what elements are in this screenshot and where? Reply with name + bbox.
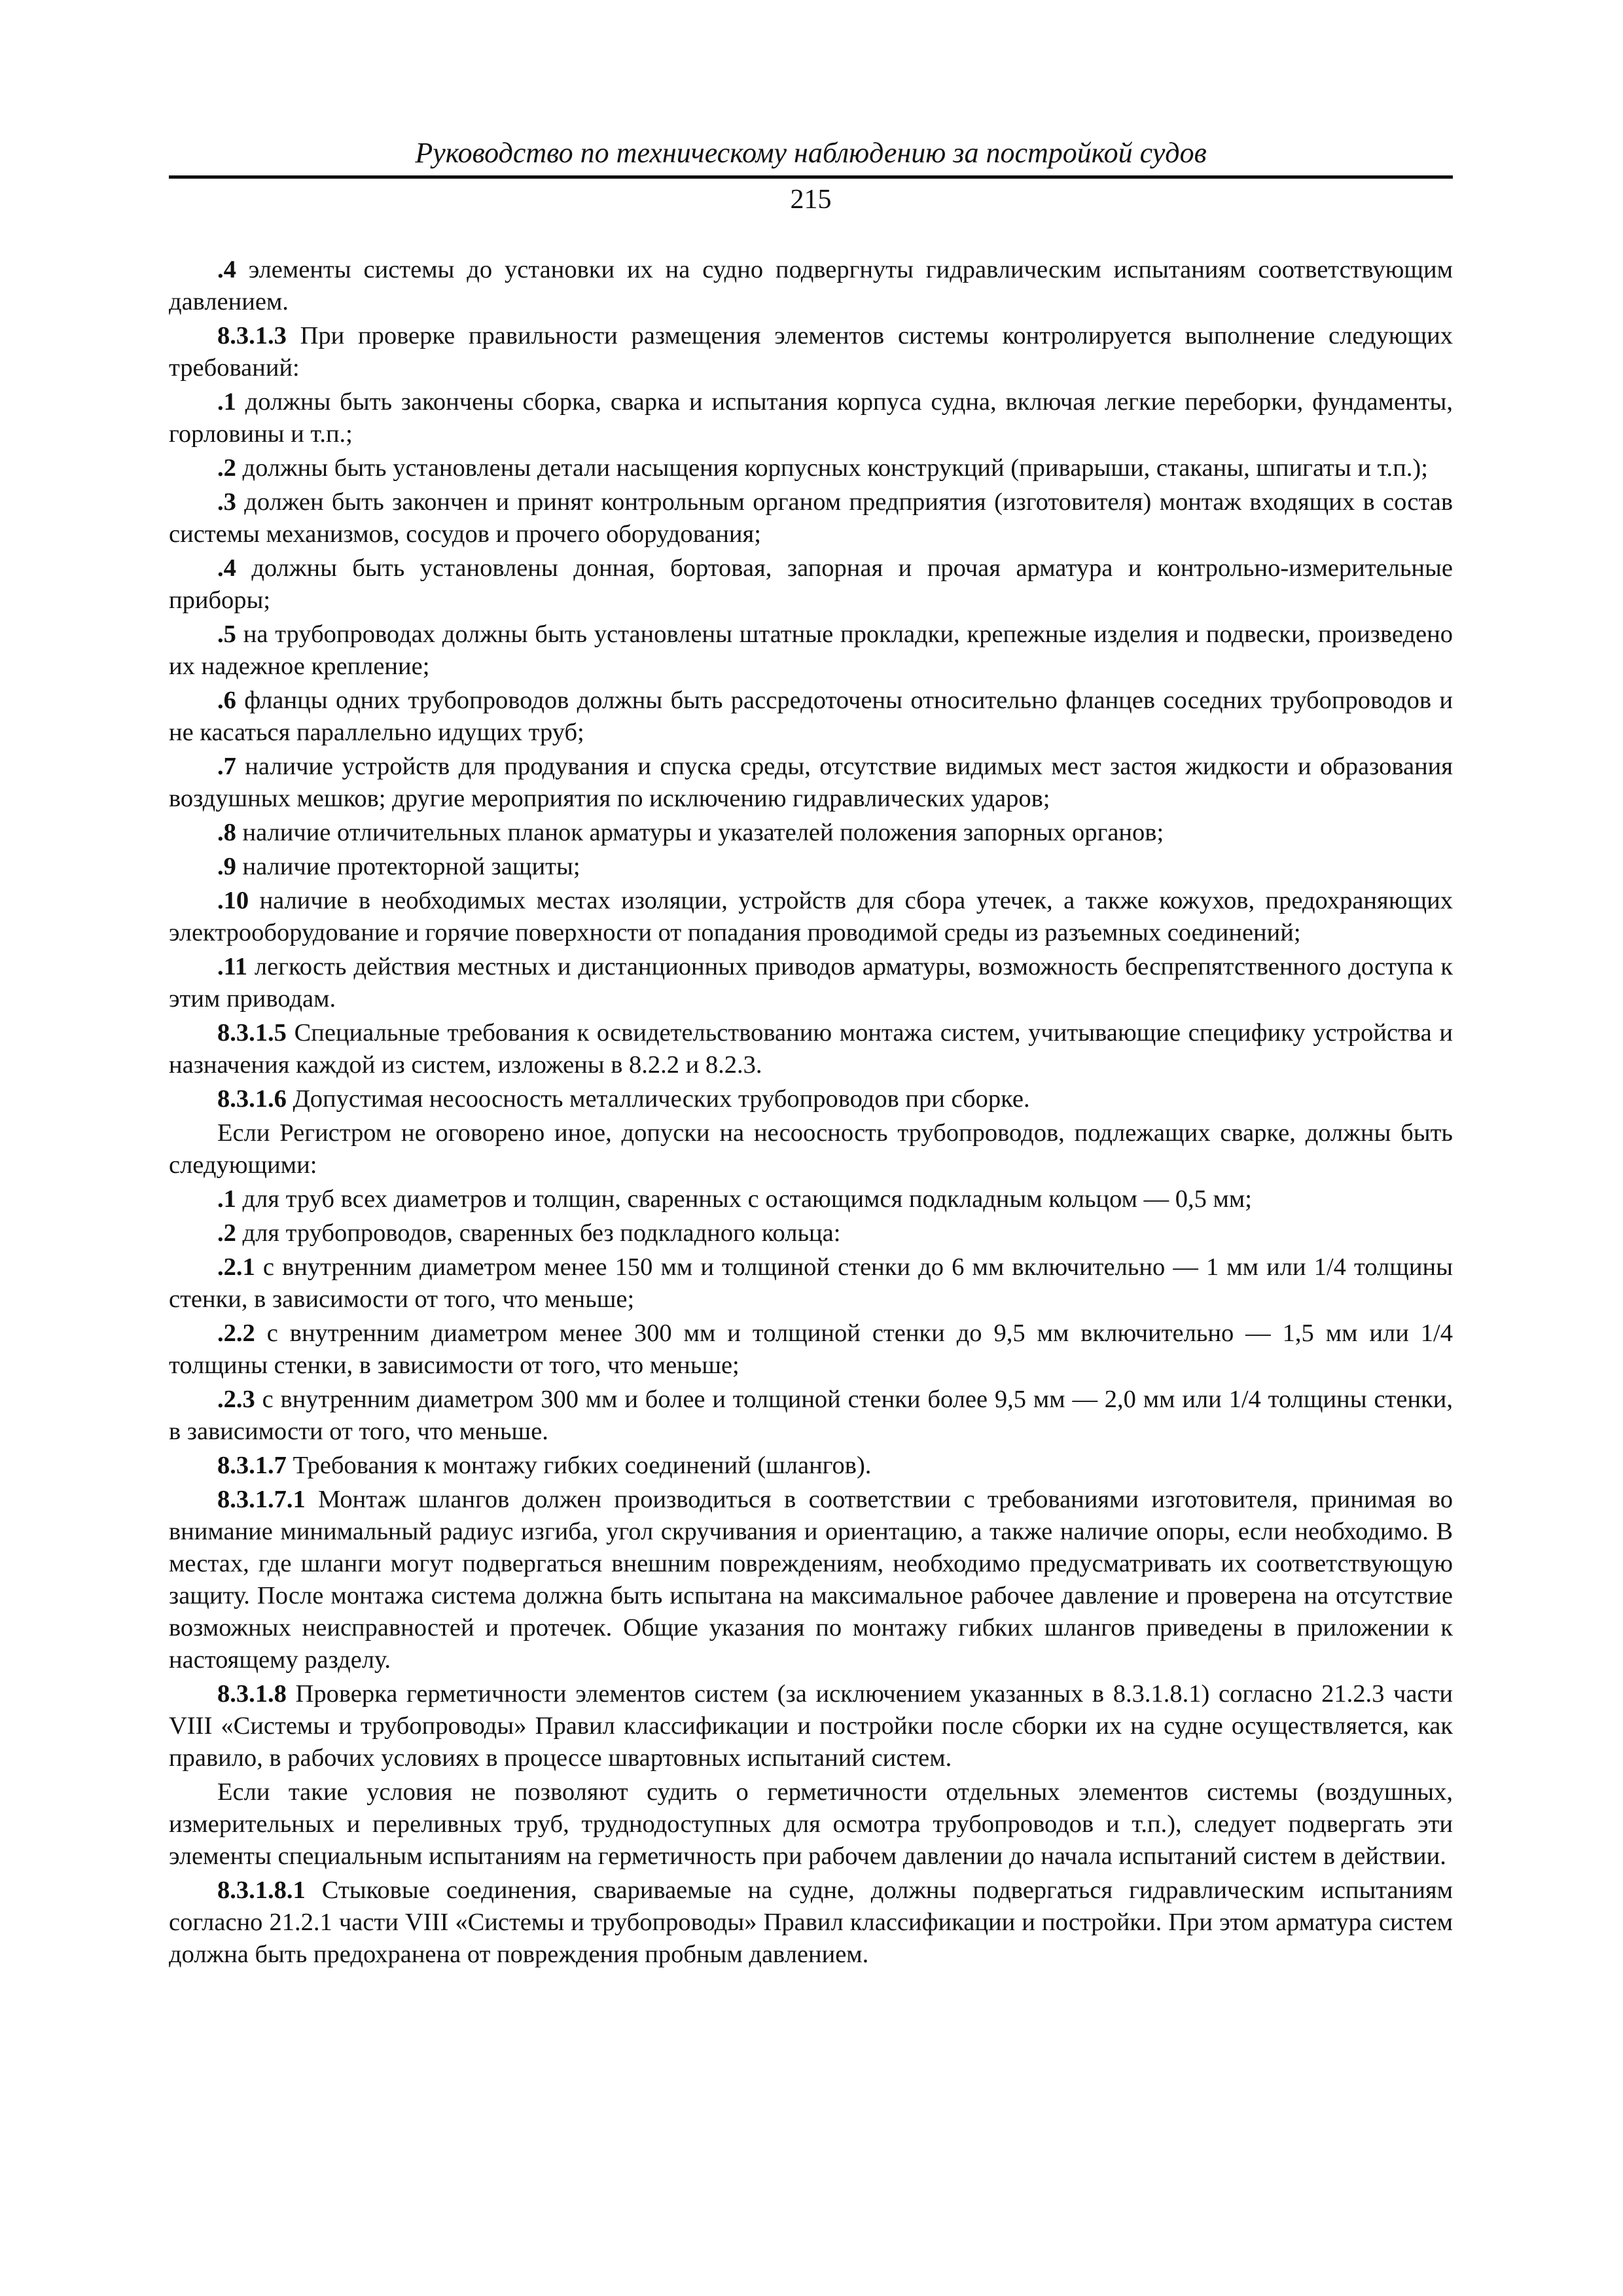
paragraph	[169, 254, 1453, 318]
item-number: .9	[217, 853, 236, 880]
paragraph-text: должны быть установлены детали насыщения корпусных конструкций (приварыши, стаканы, шпигаты и т.п.);	[236, 454, 1428, 482]
item-number: .3	[217, 488, 236, 516]
paragraph	[169, 1217, 1453, 1249]
paragraph	[169, 817, 1453, 849]
paragraph-text: Стыковые соединения, свариваемые на судне, должны подвергаться гидравлическим испытаниям согласно 21.2.1 части VIII «Системы и трубопроводы» Правил классификации и постройки. При этом арматура систем должна быть предохранена от повреждения пробным давлением.	[169, 1876, 1453, 1968]
paragraph-text: должен быть закончен и принят контрольным органом предприятия (изготовителя) монтаж входящих в состав системы механизмов, сосудов и прочего оборудования;	[169, 488, 1453, 548]
paragraph-text: фланцы одних трубопроводов должны быть рассредоточены относительно фланцев соседних трубопроводов и не касаться параллельно идущих труб;	[169, 687, 1453, 746]
paragraph	[169, 320, 1453, 384]
paragraph	[169, 1318, 1453, 1382]
item-number: .1	[217, 388, 236, 416]
paragraph-text: на трубопроводах должны быть установлены штатные прокладки, крепежные изделия и подвески, произведено их надежное крепление;	[169, 620, 1453, 680]
paragraph-text: для трубопроводов, сваренных без подкладного кольца:	[236, 1219, 841, 1247]
paragraph	[169, 1251, 1453, 1316]
paragraph	[169, 885, 1453, 949]
paragraph-text: Допустимая несоосность металлических трубопроводов при сборке.	[286, 1085, 1030, 1113]
paragraph	[169, 685, 1453, 749]
paragraph-text: должны быть установлены донная, бортовая, запорная и прочая арматура и контрольно-измерительные приборы;	[169, 554, 1453, 614]
item-number: .4	[217, 554, 236, 582]
running-header: Руководство по техническому наблюдению за постройкой судов	[415, 137, 1207, 169]
item-number: .5	[217, 620, 236, 648]
paragraph	[169, 619, 1453, 683]
page-number: 215	[790, 185, 832, 215]
paragraph	[169, 1017, 1453, 1081]
clause-number: 8.3.1.8.1	[217, 1876, 306, 1904]
paragraph-text: Требования к монтажу гибких соединений (шлангов).	[286, 1452, 872, 1479]
paragraph	[169, 951, 1453, 1015]
paragraph-text: элементы системы до установки их на судно подвергнуты гидравлическим испытаниям соответствующим давлением.	[169, 256, 1453, 315]
item-number: .2.1	[217, 1253, 255, 1281]
item-number: .1	[217, 1185, 236, 1213]
clause-number: 8.3.1.3	[217, 322, 287, 350]
item-number: .2.2	[217, 1319, 255, 1347]
paragraph-text: наличие в необходимых местах изоляции, устройств для сбора утечек, а также кожухов, предохраняющих электрооборудование и горячие поверхности от попадания проводимой среды из разъемных соединений;	[169, 887, 1453, 946]
paragraph	[169, 552, 1453, 617]
clause-number: 8.3.1.8	[217, 1680, 287, 1708]
item-number: .4	[217, 256, 236, 283]
paragraph-text: с внутренним диаметром 300 мм и более и толщиной стенки более 9,5 мм — 2,0 мм или 1/4 толщины стенки, в зависимости от того, что меньше.	[169, 1386, 1453, 1445]
paragraph-text: с внутренним диаметром менее 150 мм и толщиной стенки до 6 мм включительно — 1 мм или 1/4 толщины стенки, в зависимости от того, что меньше;	[169, 1253, 1453, 1313]
clause-number: 8.3.1.5	[217, 1019, 287, 1047]
item-number: .7	[217, 753, 236, 780]
item-number: .2.3	[217, 1386, 255, 1413]
paragraph	[169, 1776, 1453, 1873]
paragraph	[169, 452, 1453, 484]
paragraph-text: Если такие условия не позволяют судить о герметичности отдельных элементов системы (воздушных, измерительных и переливных труб, труднодоступных для осмотра трубопроводов и т.п.), следует подвергать эти элементы специальным испытаниям на герметичность при рабочем давлении до начала испытаний систем в действии.	[169, 1778, 1453, 1870]
header-rule	[169, 175, 1453, 179]
paragraph	[169, 751, 1453, 815]
clause-number: 8.3.1.7	[217, 1452, 287, 1479]
paragraph	[169, 1083, 1453, 1115]
paragraph	[169, 486, 1453, 550]
paragraph-text: наличие протекторной защиты;	[236, 853, 580, 880]
paragraph-text: легкость действия местных и дистанционных приводов арматуры, возможность беспрепятственного доступа к этим приводам.	[169, 953, 1453, 1013]
item-number: .10	[217, 887, 249, 914]
paragraph	[169, 1384, 1453, 1448]
paragraph	[169, 1484, 1453, 1676]
body-text	[169, 254, 1453, 1973]
paragraph-text: наличие устройств для продувания и спуска среды, отсутствие видимых мест застоя жидкости и образования воздушных мешков; другие мероприятия по исключению гидравлических ударов;	[169, 753, 1453, 812]
paragraph-text: наличие отличительных планок арматуры и указателей положения запорных органов;	[236, 819, 1164, 846]
paragraph	[169, 386, 1453, 450]
paragraph-text: Монтаж шлангов должен производиться в соответствии с требованиями изготовителя, принимая во внимание минимальный радиус изгиба, угол скручивания и ориентацию, а также наличие опоры, если необходимо. В местах, где шланги могут подвергаться внешним повреждениям, необходимо предусматривать их соответствующую защиту. После монтажа система должна быть испытана на максимальное рабочее давление и проверена на отсутствие возможных неисправностей и протечек. Общие указания по монтажу гибких шлангов приведены в приложении к настоящему разделу.	[169, 1486, 1453, 1674]
paragraph-text: Специальные требования к освидетельствованию монтажа систем, учитывающие специфику устройства и назначения каждой из систем, изложены в 8.2.2 и 8.2.3.	[169, 1019, 1453, 1079]
paragraph	[169, 851, 1453, 883]
paragraph	[169, 1874, 1453, 1971]
paragraph	[169, 1117, 1453, 1181]
clause-number: 8.3.1.7.1	[217, 1486, 306, 1513]
item-number: .2	[217, 1219, 236, 1247]
paragraph	[169, 1678, 1453, 1774]
item-number: .2	[217, 454, 236, 482]
paragraph-text: Проверка герметичности элементов систем (за исключением указанных в 8.3.1.8.1) согласно 21.2.3 части VIII «Системы и трубопроводы» Правил классификации и постройки после сборки их на судне осуществляется, как правило, в рабочих условиях в процессе швартовных испытаний систем.	[169, 1680, 1453, 1772]
clause-number: 8.3.1.6	[217, 1085, 287, 1113]
paragraph	[169, 1183, 1453, 1215]
item-number: .11	[217, 953, 248, 980]
paragraph-text: При проверке правильности размещения элементов системы контролируется выполнение следующих требований:	[169, 322, 1453, 382]
item-number: .8	[217, 819, 236, 846]
paragraph	[169, 1450, 1453, 1482]
paragraph-text: для труб всех диаметров и толщин, сваренных с остающимся подкладным кольцом — 0,5 мм;	[236, 1185, 1252, 1213]
paragraph-text: должны быть закончены сборка, сварка и испытания корпуса судна, включая легкие переборки, фундаменты, горловины и т.п.;	[169, 388, 1453, 448]
paragraph-text: с внутренним диаметром менее 300 мм и толщиной стенки до 9,5 мм включительно — 1,5 мм или 1/4 толщины стенки, в зависимости от того, что меньше;	[169, 1319, 1453, 1379]
paragraph-text: Если Регистром не оговорено иное, допуски на несоосность трубопроводов, подлежащих сварке, должны быть следующими:	[169, 1119, 1453, 1179]
item-number: .6	[217, 687, 236, 714]
